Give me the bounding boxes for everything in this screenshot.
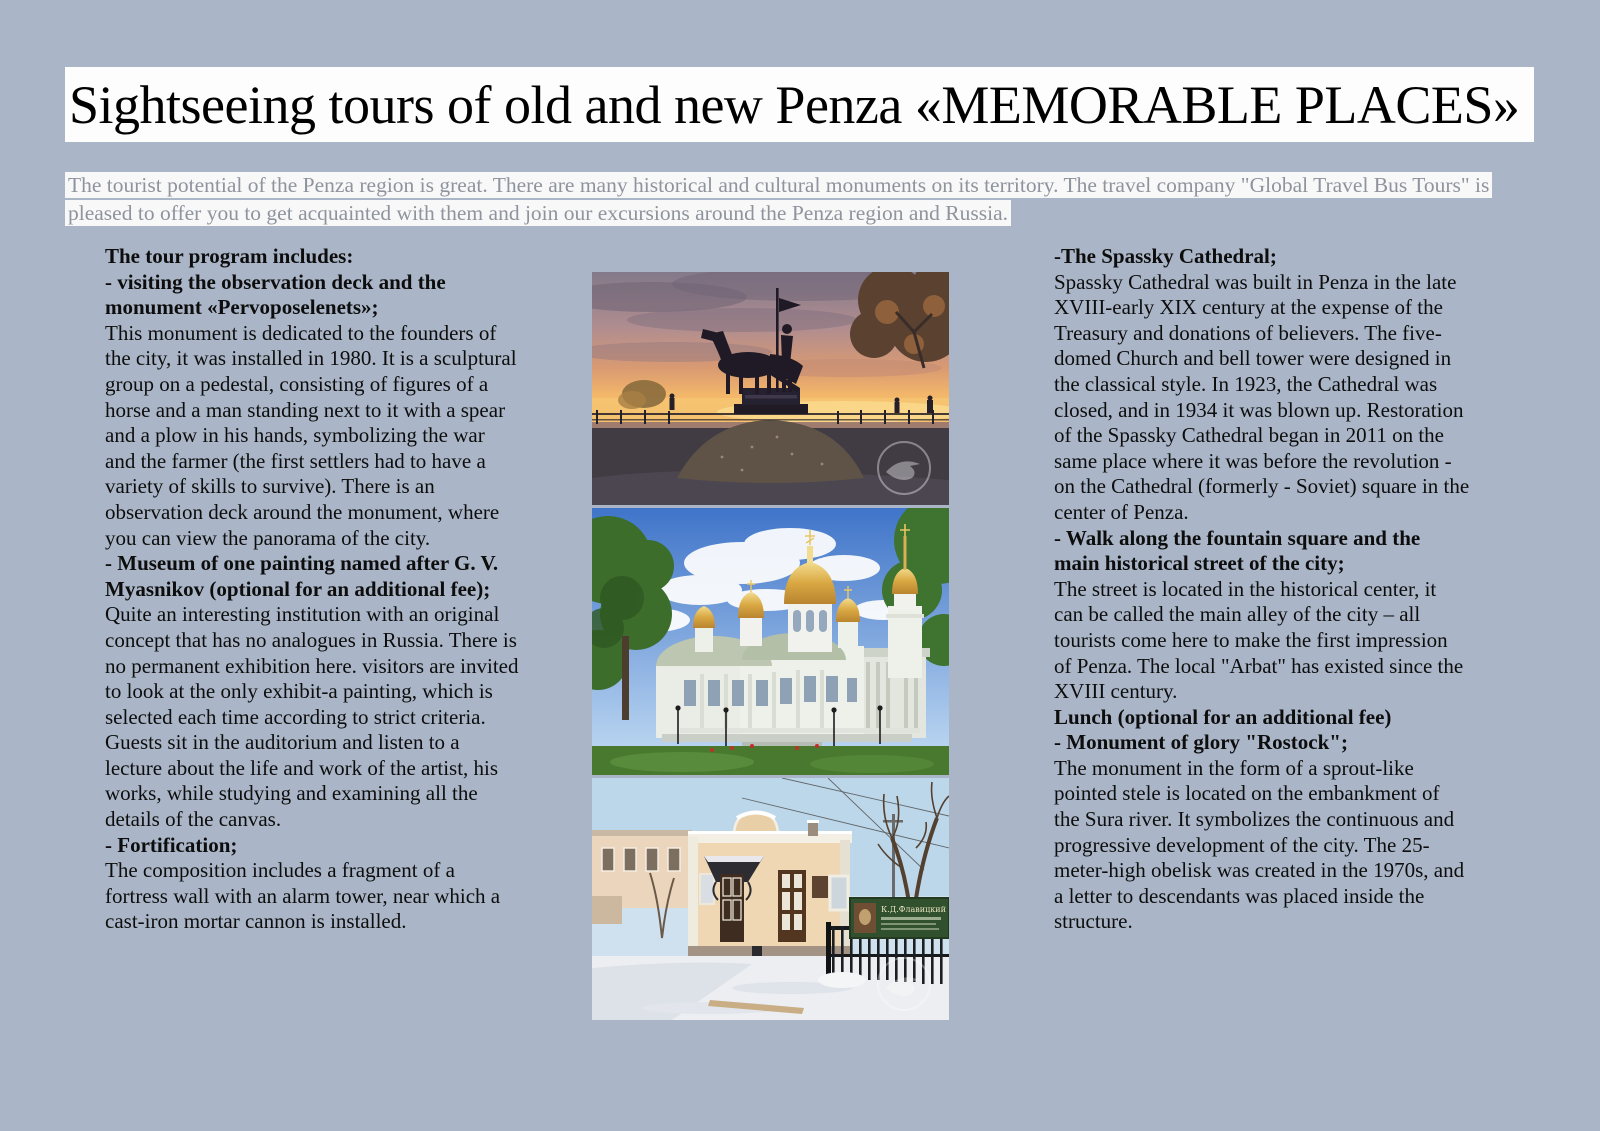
- photo-pervoposelenets-monument: [592, 272, 949, 505]
- spassky-cathedral-photo-art: [592, 508, 949, 775]
- item-walk-body: The street is located in the historical center, it can be called the main alley of the city – all tourists come here to make the first impression of Penza. The local "Arbat" has existed since the XVIII century.: [1054, 576, 1464, 704]
- item-lunch-title: Lunch (optional for an additional fee): [1054, 704, 1392, 729]
- item-walk-title: - Walk along the fountain square and the main historical street of the city;: [1054, 525, 1421, 576]
- item-spassky-body: Spassky Cathedral was built in Penza in the late XVIII-early XIX century at the expense of the Treasury and donations of believers. The five-domed Church and bell tower were designed in the classical style. In 1923, the Cathedral was closed, and in 1934 it was blown up. Restoration of the Spassky Cathedral began in 2011 on the same place where it was before the revolution - on the Cathedral (formerly - Soviet) square in the center of Penza.: [1054, 269, 1470, 524]
- museum-sign-text: К.Д.Флавицкий: [881, 905, 946, 914]
- item-museum-paragraph: [105, 551, 519, 833]
- photo-column: [592, 272, 949, 1023]
- item-museum-title: - Museum of one painting named after G. V. Myasnikov (optional for an additional fee);: [105, 551, 499, 601]
- item-spassky-title: -The Spassky Cathedral;: [1054, 244, 1277, 268]
- item-observation-deck-body: This monument is dedicated to the founders of the city, it was installed in 1980. It is a sculptural group on a pedestal, consisting of figures of a horse and a man standing next to it with a spear and a plow in his hands, symbolizing the war and the farmer (the first settlers had to have a variety of skills to survive). There is an observation deck around the monument, where you can view the panorama of the city.: [105, 320, 517, 550]
- page-title: Sightseeing tours of old and new Penza «MEMORABLE PLACES»: [69, 74, 1520, 135]
- item-rostock-body: The monument in the form of a sprout-like pointed stele is located on the embankment of the Sura river. It symbolizes the continuous and progressive development of the city. The 25-meter-high obelisk was created in the 1970s, and a letter to descendants was placed inside the structure.: [1054, 755, 1465, 934]
- pervoposelenets-photo-art: [592, 272, 949, 505]
- item-museum-body: Quite an interesting institution with an original concept that has no analogues in Russia. There is no permanent exhibition here. visitors are invited to look at the only exhibit-a painting, which is selected each time according to strict criteria. Guests sit in the auditorium and listen to a lecture about the life and work of the artist, his works, while studying and examining all the details of the canvas.: [105, 602, 519, 832]
- right-column: [1054, 244, 1470, 935]
- item-rostock-title: - Monument of glory "Rostock";: [1054, 730, 1348, 755]
- museum-sign: [850, 898, 949, 938]
- museum-winter-photo-art: [592, 778, 949, 1020]
- tour-program-column: [105, 244, 519, 935]
- item-observation-deck-title: - visiting the observation deck and the monument «Pervoposelenets»;: [105, 269, 446, 320]
- intro-paragraph: [65, 171, 1497, 227]
- tour-program-heading: The tour program includes:: [105, 244, 354, 268]
- photo-museum-winter: [592, 778, 949, 1020]
- intro-text: The tourist potential of the Penza region is great. There are many historical and cultural monuments on its territory. The travel company "Global Travel Bus Tours" is pleased to offer you to get acquainted with them and join our excursions around the Penza region and Russia.: [65, 172, 1492, 226]
- photo-spassky-cathedral: [592, 508, 949, 775]
- title-bar: [65, 67, 1534, 142]
- item-fortification-body: The composition includes a fragment of a fortress wall with an alarm tower, near which a cast-iron mortar cannon is installed.: [105, 858, 501, 934]
- item-fortification-title: - Fortification;: [105, 832, 238, 857]
